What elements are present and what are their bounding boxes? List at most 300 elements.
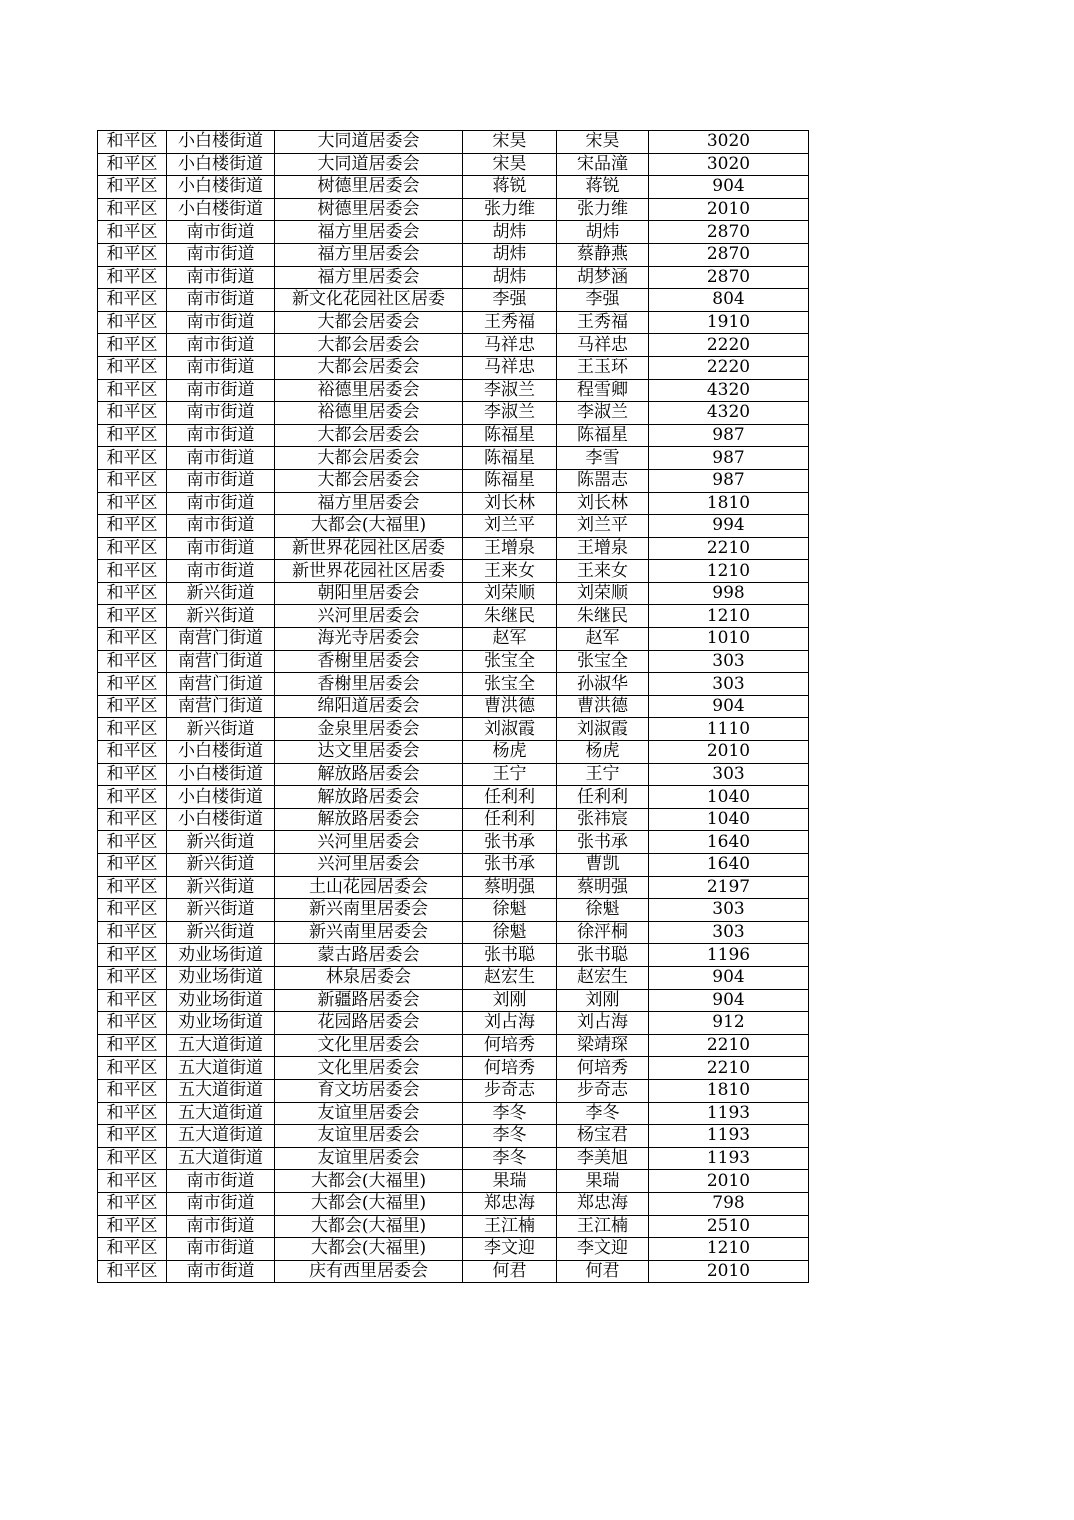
district-cell: 和平区 [98, 650, 167, 673]
table-row [98, 1057, 809, 1080]
member-name-cell: 刘兰平 [557, 515, 649, 538]
table-row [98, 1260, 809, 1283]
street-cell: 劝业场街道 [167, 944, 275, 967]
committee-cell: 解放路居委会 [275, 763, 463, 786]
committee-cell: 大都会居委会 [275, 311, 463, 334]
street-cell: 新兴街道 [167, 718, 275, 741]
member-name-cell: 朱继民 [557, 605, 649, 628]
household-head-cell: 何培秀 [463, 1034, 557, 1057]
district-cell: 和平区 [98, 718, 167, 741]
amount-cell: 1910 [649, 311, 809, 334]
table-row [98, 334, 809, 357]
street-cell: 新兴街道 [167, 854, 275, 877]
table-row [98, 831, 809, 854]
table-row [98, 763, 809, 786]
street-cell: 南市街道 [167, 1170, 275, 1193]
table-row [98, 854, 809, 877]
street-cell: 新兴街道 [167, 899, 275, 922]
household-head-cell: 赵宏生 [463, 966, 557, 989]
member-name-cell: 步奇志 [557, 1079, 649, 1102]
street-cell: 新兴街道 [167, 831, 275, 854]
household-head-cell: 张书承 [463, 854, 557, 877]
amount-cell: 303 [649, 673, 809, 696]
household-head-cell: 宋昊 [463, 131, 557, 154]
district-cell: 和平区 [98, 221, 167, 244]
committee-cell: 育文坊居委会 [275, 1079, 463, 1102]
amount-cell: 912 [649, 1012, 809, 1035]
committee-cell: 兴河里居委会 [275, 831, 463, 854]
district-cell: 和平区 [98, 424, 167, 447]
table-row [98, 989, 809, 1012]
member-name-cell: 宋昊 [557, 131, 649, 154]
amount-cell: 987 [649, 424, 809, 447]
member-name-cell: 王秀福 [557, 311, 649, 334]
district-cell: 和平区 [98, 1192, 167, 1215]
member-name-cell: 果瑞 [557, 1170, 649, 1193]
committee-cell: 树德里居委会 [275, 198, 463, 221]
member-name-cell: 任利利 [557, 786, 649, 809]
member-name-cell: 李美旭 [557, 1147, 649, 1170]
amount-cell: 1110 [649, 718, 809, 741]
table-row [98, 198, 809, 221]
committee-cell: 新疆路居委会 [275, 989, 463, 1012]
household-head-cell: 任利利 [463, 808, 557, 831]
district-cell: 和平区 [98, 266, 167, 289]
committee-cell: 大都会(大福里) [275, 1170, 463, 1193]
committee-cell: 友谊里居委会 [275, 1147, 463, 1170]
street-cell: 南市街道 [167, 492, 275, 515]
amount-cell: 2010 [649, 1170, 809, 1193]
committee-cell: 大同道居委会 [275, 153, 463, 176]
street-cell: 五大道街道 [167, 1034, 275, 1057]
street-cell: 南市街道 [167, 1215, 275, 1238]
district-cell: 和平区 [98, 582, 167, 605]
amount-cell: 2220 [649, 356, 809, 379]
district-cell: 和平区 [98, 831, 167, 854]
table-row [98, 311, 809, 334]
amount-cell: 2870 [649, 221, 809, 244]
table-row [98, 786, 809, 809]
street-cell: 南市街道 [167, 379, 275, 402]
member-name-cell: 王江楠 [557, 1215, 649, 1238]
committee-cell: 香榭里居委会 [275, 650, 463, 673]
district-cell: 和平区 [98, 1238, 167, 1261]
committee-cell: 达文里居委会 [275, 741, 463, 764]
district-cell: 和平区 [98, 311, 167, 334]
household-head-cell: 何君 [463, 1260, 557, 1283]
district-cell: 和平区 [98, 356, 167, 379]
street-cell: 小白楼街道 [167, 131, 275, 154]
district-cell: 和平区 [98, 1125, 167, 1148]
committee-cell: 林泉居委会 [275, 966, 463, 989]
household-head-cell: 赵军 [463, 628, 557, 651]
amount-cell: 2210 [649, 1034, 809, 1057]
table-row [98, 605, 809, 628]
table-row [98, 243, 809, 266]
table-row [98, 379, 809, 402]
committee-cell: 新文化花园社区居委 [275, 289, 463, 312]
household-head-cell: 何培秀 [463, 1057, 557, 1080]
member-name-cell: 刘荣顺 [557, 582, 649, 605]
household-head-cell: 刘荣顺 [463, 582, 557, 605]
amount-cell: 1040 [649, 786, 809, 809]
member-name-cell: 李文迎 [557, 1238, 649, 1261]
district-cell: 和平区 [98, 560, 167, 583]
household-head-cell: 胡炜 [463, 243, 557, 266]
district-cell: 和平区 [98, 334, 167, 357]
street-cell: 小白楼街道 [167, 198, 275, 221]
street-cell: 劝业场街道 [167, 1012, 275, 1035]
committee-cell: 文化里居委会 [275, 1057, 463, 1080]
member-name-cell: 马祥忠 [557, 334, 649, 357]
household-head-cell: 马祥忠 [463, 334, 557, 357]
member-name-cell: 刘长林 [557, 492, 649, 515]
committee-cell: 福方里居委会 [275, 266, 463, 289]
member-name-cell: 程雪卿 [557, 379, 649, 402]
amount-cell: 994 [649, 515, 809, 538]
member-name-cell: 张力维 [557, 198, 649, 221]
amount-cell: 1810 [649, 1079, 809, 1102]
district-cell: 和平区 [98, 808, 167, 831]
member-name-cell: 何培秀 [557, 1057, 649, 1080]
household-head-cell: 张书承 [463, 831, 557, 854]
amount-cell: 303 [649, 899, 809, 922]
household-head-cell: 张书聪 [463, 944, 557, 967]
district-cell: 和平区 [98, 966, 167, 989]
table-row [98, 424, 809, 447]
committee-cell: 裕德里居委会 [275, 402, 463, 425]
data-table [97, 130, 809, 1283]
table-row [98, 1012, 809, 1035]
table-body [98, 131, 809, 1283]
district-cell: 和平区 [98, 469, 167, 492]
street-cell: 南市街道 [167, 356, 275, 379]
district-cell: 和平区 [98, 673, 167, 696]
committee-cell: 文化里居委会 [275, 1034, 463, 1057]
household-head-cell: 朱继民 [463, 605, 557, 628]
street-cell: 五大道街道 [167, 1125, 275, 1148]
member-name-cell: 刘淑霞 [557, 718, 649, 741]
district-cell: 和平区 [98, 1102, 167, 1125]
table-row [98, 1170, 809, 1193]
committee-cell: 福方里居委会 [275, 492, 463, 515]
committee-cell: 大都会居委会 [275, 356, 463, 379]
amount-cell: 4320 [649, 402, 809, 425]
household-head-cell: 李冬 [463, 1147, 557, 1170]
household-head-cell: 徐魁 [463, 899, 557, 922]
street-cell: 小白楼街道 [167, 808, 275, 831]
member-name-cell: 李雪 [557, 447, 649, 470]
committee-cell: 大都会居委会 [275, 447, 463, 470]
amount-cell: 303 [649, 763, 809, 786]
member-name-cell: 胡梦涵 [557, 266, 649, 289]
table-row [98, 1215, 809, 1238]
household-head-cell: 王来女 [463, 560, 557, 583]
district-cell: 和平区 [98, 176, 167, 199]
committee-cell: 友谊里居委会 [275, 1102, 463, 1125]
member-name-cell: 刘刚 [557, 989, 649, 1012]
street-cell: 五大道街道 [167, 1079, 275, 1102]
household-head-cell: 王江楠 [463, 1215, 557, 1238]
amount-cell: 2510 [649, 1215, 809, 1238]
committee-cell: 绵阳道居委会 [275, 695, 463, 718]
committee-cell: 新兴南里居委会 [275, 921, 463, 944]
household-head-cell: 张宝全 [463, 673, 557, 696]
committee-cell: 解放路居委会 [275, 808, 463, 831]
amount-cell: 2870 [649, 266, 809, 289]
committee-cell: 朝阳里居委会 [275, 582, 463, 605]
district-cell: 和平区 [98, 605, 167, 628]
table-row [98, 1034, 809, 1057]
table-row [98, 1079, 809, 1102]
household-head-cell: 刘长林 [463, 492, 557, 515]
household-head-cell: 刘刚 [463, 989, 557, 1012]
table-row [98, 899, 809, 922]
member-name-cell: 李冬 [557, 1102, 649, 1125]
table-row [98, 966, 809, 989]
table-row [98, 876, 809, 899]
committee-cell: 新世界花园社区居委 [275, 560, 463, 583]
street-cell: 南市街道 [167, 1192, 275, 1215]
district-cell: 和平区 [98, 153, 167, 176]
street-cell: 新兴街道 [167, 605, 275, 628]
household-head-cell: 王增泉 [463, 537, 557, 560]
amount-cell: 798 [649, 1192, 809, 1215]
table-row [98, 921, 809, 944]
household-head-cell: 曹洪德 [463, 695, 557, 718]
street-cell: 南市街道 [167, 447, 275, 470]
member-name-cell: 胡炜 [557, 221, 649, 244]
household-head-cell: 马祥忠 [463, 356, 557, 379]
amount-cell: 1210 [649, 605, 809, 628]
household-head-cell: 宋昊 [463, 153, 557, 176]
member-name-cell: 曹洪德 [557, 695, 649, 718]
household-head-cell: 陈福星 [463, 447, 557, 470]
table-row [98, 718, 809, 741]
table-row [98, 560, 809, 583]
street-cell: 南营门街道 [167, 628, 275, 651]
table-row [98, 1147, 809, 1170]
member-name-cell: 王玉环 [557, 356, 649, 379]
committee-cell: 裕德里居委会 [275, 379, 463, 402]
household-head-cell: 王宁 [463, 763, 557, 786]
member-name-cell: 赵宏生 [557, 966, 649, 989]
table-row [98, 515, 809, 538]
district-cell: 和平区 [98, 1215, 167, 1238]
amount-cell: 1040 [649, 808, 809, 831]
street-cell: 南营门街道 [167, 673, 275, 696]
amount-cell: 904 [649, 966, 809, 989]
member-name-cell: 王来女 [557, 560, 649, 583]
household-head-cell: 步奇志 [463, 1079, 557, 1102]
household-head-cell: 杨虎 [463, 741, 557, 764]
committee-cell: 土山花园居委会 [275, 876, 463, 899]
household-head-cell: 李强 [463, 289, 557, 312]
amount-cell: 2210 [649, 1057, 809, 1080]
member-name-cell: 杨宝君 [557, 1125, 649, 1148]
household-head-cell: 陈福星 [463, 469, 557, 492]
committee-cell: 大都会(大福里) [275, 1238, 463, 1261]
amount-cell: 3020 [649, 153, 809, 176]
household-head-cell: 陈福星 [463, 424, 557, 447]
committee-cell: 解放路居委会 [275, 786, 463, 809]
amount-cell: 1640 [649, 854, 809, 877]
district-cell: 和平区 [98, 695, 167, 718]
amount-cell: 2220 [649, 334, 809, 357]
street-cell: 南市街道 [167, 515, 275, 538]
committee-cell: 金泉里居委会 [275, 718, 463, 741]
household-head-cell: 李淑兰 [463, 402, 557, 425]
street-cell: 小白楼街道 [167, 176, 275, 199]
district-cell: 和平区 [98, 989, 167, 1012]
committee-cell: 大都会居委会 [275, 334, 463, 357]
member-name-cell: 陈福星 [557, 424, 649, 447]
member-name-cell: 梁靖琛 [557, 1034, 649, 1057]
household-head-cell: 蒋锐 [463, 176, 557, 199]
district-cell: 和平区 [98, 854, 167, 877]
committee-cell: 福方里居委会 [275, 221, 463, 244]
household-head-cell: 王秀福 [463, 311, 557, 334]
district-cell: 和平区 [98, 944, 167, 967]
committee-cell: 庆有西里居委会 [275, 1260, 463, 1283]
household-head-cell: 李淑兰 [463, 379, 557, 402]
street-cell: 新兴街道 [167, 582, 275, 605]
amount-cell: 1193 [649, 1102, 809, 1125]
committee-cell: 兴河里居委会 [275, 854, 463, 877]
amount-cell: 1640 [649, 831, 809, 854]
member-name-cell: 蔡静燕 [557, 243, 649, 266]
member-name-cell: 蔡明强 [557, 876, 649, 899]
member-name-cell: 刘占海 [557, 1012, 649, 1035]
amount-cell: 998 [649, 582, 809, 605]
table-row [98, 402, 809, 425]
amount-cell: 1196 [649, 944, 809, 967]
street-cell: 南市街道 [167, 334, 275, 357]
household-head-cell: 刘兰平 [463, 515, 557, 538]
member-name-cell: 张祎宸 [557, 808, 649, 831]
member-name-cell: 张书聪 [557, 944, 649, 967]
table-row [98, 289, 809, 312]
street-cell: 南市街道 [167, 560, 275, 583]
member-name-cell: 李淑兰 [557, 402, 649, 425]
committee-cell: 兴河里居委会 [275, 605, 463, 628]
street-cell: 五大道街道 [167, 1147, 275, 1170]
household-head-cell: 刘占海 [463, 1012, 557, 1035]
table-row [98, 266, 809, 289]
district-cell: 和平区 [98, 1079, 167, 1102]
street-cell: 小白楼街道 [167, 763, 275, 786]
street-cell: 劝业场街道 [167, 966, 275, 989]
household-head-cell: 果瑞 [463, 1170, 557, 1193]
amount-cell: 1810 [649, 492, 809, 515]
table-row [98, 356, 809, 379]
member-name-cell: 赵军 [557, 628, 649, 651]
district-cell: 和平区 [98, 1034, 167, 1057]
district-cell: 和平区 [98, 786, 167, 809]
committee-cell: 香榭里居委会 [275, 673, 463, 696]
amount-cell: 1193 [649, 1147, 809, 1170]
street-cell: 南市街道 [167, 402, 275, 425]
member-name-cell: 张宝全 [557, 650, 649, 673]
district-cell: 和平区 [98, 1012, 167, 1035]
committee-cell: 花园路居委会 [275, 1012, 463, 1035]
street-cell: 新兴街道 [167, 876, 275, 899]
amount-cell: 2870 [649, 243, 809, 266]
member-name-cell: 张书承 [557, 831, 649, 854]
street-cell: 南市街道 [167, 1238, 275, 1261]
household-head-cell: 胡炜 [463, 221, 557, 244]
household-head-cell: 刘淑霞 [463, 718, 557, 741]
table-row [98, 537, 809, 560]
table-row [98, 469, 809, 492]
member-name-cell: 蒋锐 [557, 176, 649, 199]
member-name-cell: 杨虎 [557, 741, 649, 764]
street-cell: 南市街道 [167, 289, 275, 312]
amount-cell: 2010 [649, 741, 809, 764]
district-cell: 和平区 [98, 492, 167, 515]
table-row [98, 628, 809, 651]
household-head-cell: 任利利 [463, 786, 557, 809]
street-cell: 南市街道 [167, 424, 275, 447]
member-name-cell: 李强 [557, 289, 649, 312]
committee-cell: 大同道居委会 [275, 131, 463, 154]
amount-cell: 1210 [649, 1238, 809, 1261]
table-row [98, 1192, 809, 1215]
table-row [98, 695, 809, 718]
table-row [98, 447, 809, 470]
household-head-cell: 胡炜 [463, 266, 557, 289]
district-cell: 和平区 [98, 628, 167, 651]
street-cell: 新兴街道 [167, 921, 275, 944]
household-head-cell: 李冬 [463, 1102, 557, 1125]
amount-cell: 1210 [649, 560, 809, 583]
member-name-cell: 王增泉 [557, 537, 649, 560]
table-row [98, 673, 809, 696]
district-cell: 和平区 [98, 289, 167, 312]
committee-cell: 大都会(大福里) [275, 1215, 463, 1238]
household-head-cell: 蔡明强 [463, 876, 557, 899]
table-row [98, 153, 809, 176]
district-cell: 和平区 [98, 402, 167, 425]
district-cell: 和平区 [98, 763, 167, 786]
street-cell: 南市街道 [167, 311, 275, 334]
street-cell: 南市街道 [167, 1260, 275, 1283]
amount-cell: 987 [649, 447, 809, 470]
committee-cell: 大都会(大福里) [275, 1192, 463, 1215]
table-row [98, 492, 809, 515]
member-name-cell: 陈噐志 [557, 469, 649, 492]
member-name-cell: 郑忠海 [557, 1192, 649, 1215]
district-cell: 和平区 [98, 537, 167, 560]
street-cell: 南市街道 [167, 221, 275, 244]
table-row [98, 582, 809, 605]
household-head-cell: 郑忠海 [463, 1192, 557, 1215]
member-name-cell: 徐魁 [557, 899, 649, 922]
committee-cell: 树德里居委会 [275, 176, 463, 199]
committee-cell: 友谊里居委会 [275, 1125, 463, 1148]
amount-cell: 303 [649, 650, 809, 673]
committee-cell: 大都会(大福里) [275, 515, 463, 538]
district-cell: 和平区 [98, 741, 167, 764]
amount-cell: 904 [649, 695, 809, 718]
district-cell: 和平区 [98, 1057, 167, 1080]
table-row [98, 1125, 809, 1148]
member-name-cell: 宋品潼 [557, 153, 649, 176]
district-cell: 和平区 [98, 447, 167, 470]
amount-cell: 2197 [649, 876, 809, 899]
table-row [98, 221, 809, 244]
committee-cell: 蒙古路居委会 [275, 944, 463, 967]
